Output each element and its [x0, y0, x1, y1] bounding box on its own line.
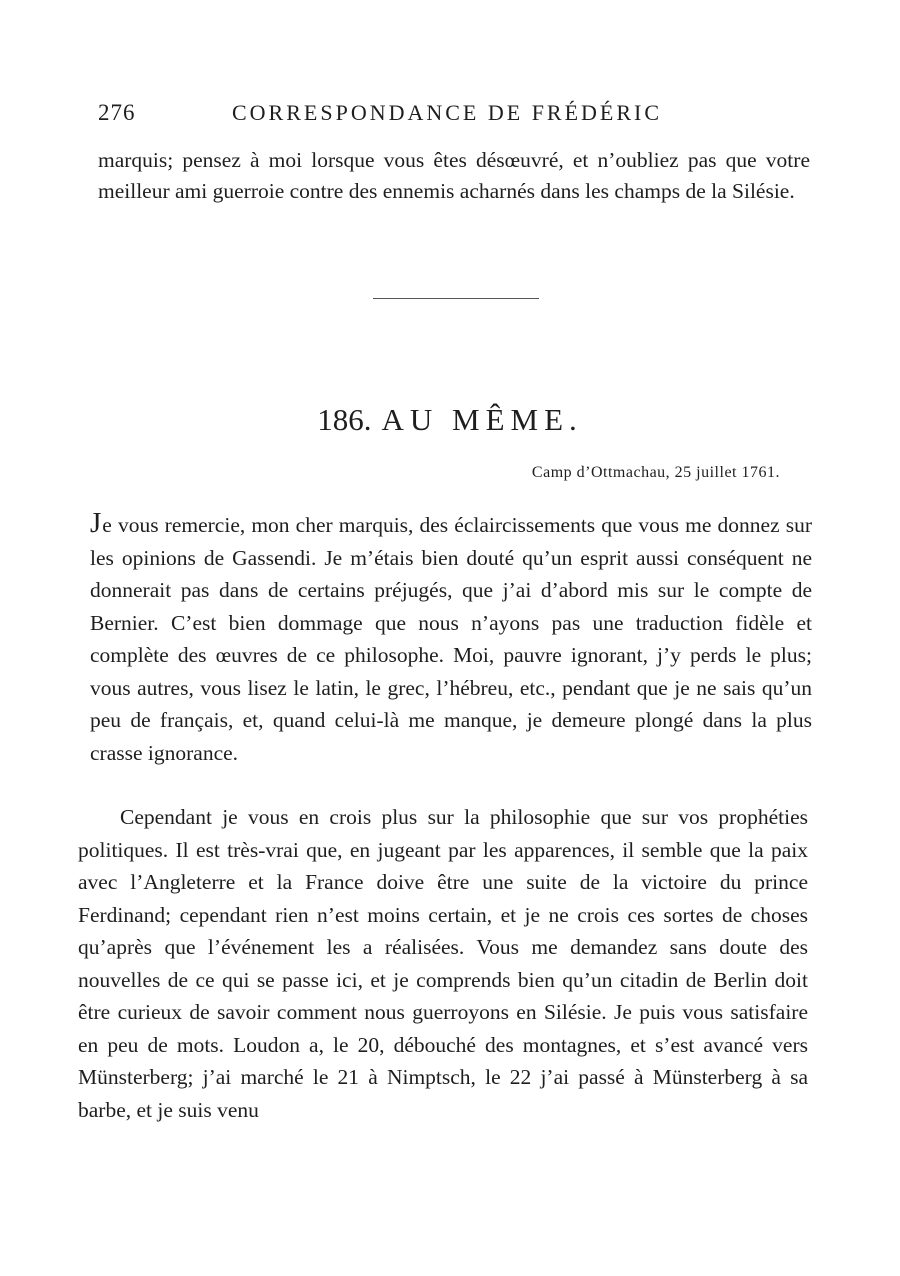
- running-head: [98, 100, 798, 132]
- letter-paragraph-2: [78, 801, 808, 1126]
- running-head-title: CORRESPONDANCE DE FRÉDÉRIC: [232, 100, 663, 125]
- page-number: 276: [98, 100, 136, 125]
- section-divider: [373, 298, 539, 299]
- letter-number: 186.: [317, 402, 372, 437]
- letter-heading: [0, 402, 900, 438]
- paragraph-1-text: e vous remercie, mon cher marquis, des éclaircissements que vous me donnez sur les opinions de Gassendi. Je m’étais bien douté qu’un esprit aussi conséquent ne donnerait pas dans de certains préjugés, que j’ai d’abord mis sur le compte de Bernier. C’est bien dommage que nous n’ayons pas une traduction fidèle et complète des œuvres de ce philosophe. Moi, pauvre ignorant, j’y perds le plus; vous autres, vous lisez le latin, le grec, l’hébreu, etc., pendant que je ne sais qu’un peu de français, et, quand celui-là me manque, je demeure plongé dans la plus crasse ignorance.: [90, 513, 812, 765]
- continuation-text: marquis; pensez à moi lorsque vous êtes désœuvré, et n’oubliez pas que votre meilleur ami guerroie contre des ennemis acharnés dans les champs de la Silésie.: [98, 148, 810, 203]
- letter-title: AU MÊME.: [381, 402, 583, 437]
- letter-paragraph-1: [90, 507, 812, 769]
- continuation-paragraph: [98, 145, 810, 207]
- paragraph-1: [90, 507, 812, 769]
- letter-dateline: Camp d’Ottmachau, 25 juillet 1761.: [531, 464, 780, 481]
- paragraph-2-text: Cependant je vous en crois plus sur la philosophie que sur vos prophéties politiques. Il est très-vrai que, en jugeant par les apparences, il semble que la paix avec l’Angleterre et la France doive être une suite de la victoire du prince Ferdinand; cependant rien n’est moins certain, et je ne crois ces sortes de choses qu’après que l’événement les a réalisées. Vous me demandez sans doute des nouvelles de ce qui se passe ici, et je comprends bien qu’un citadin de Berlin doit être curieux de savoir comment nous guerroyons en Silésie. Je puis vous satisfaire en peu de mots. Loudon a, le 20, débouché des montagnes, et s’est avancé vers Münsterberg; j’ai marché le 21 à Nimptsch, le 22 j’ai passé à Münsterberg à sa barbe, et je suis venu: [78, 805, 808, 1122]
- initial-letter: J: [90, 507, 103, 539]
